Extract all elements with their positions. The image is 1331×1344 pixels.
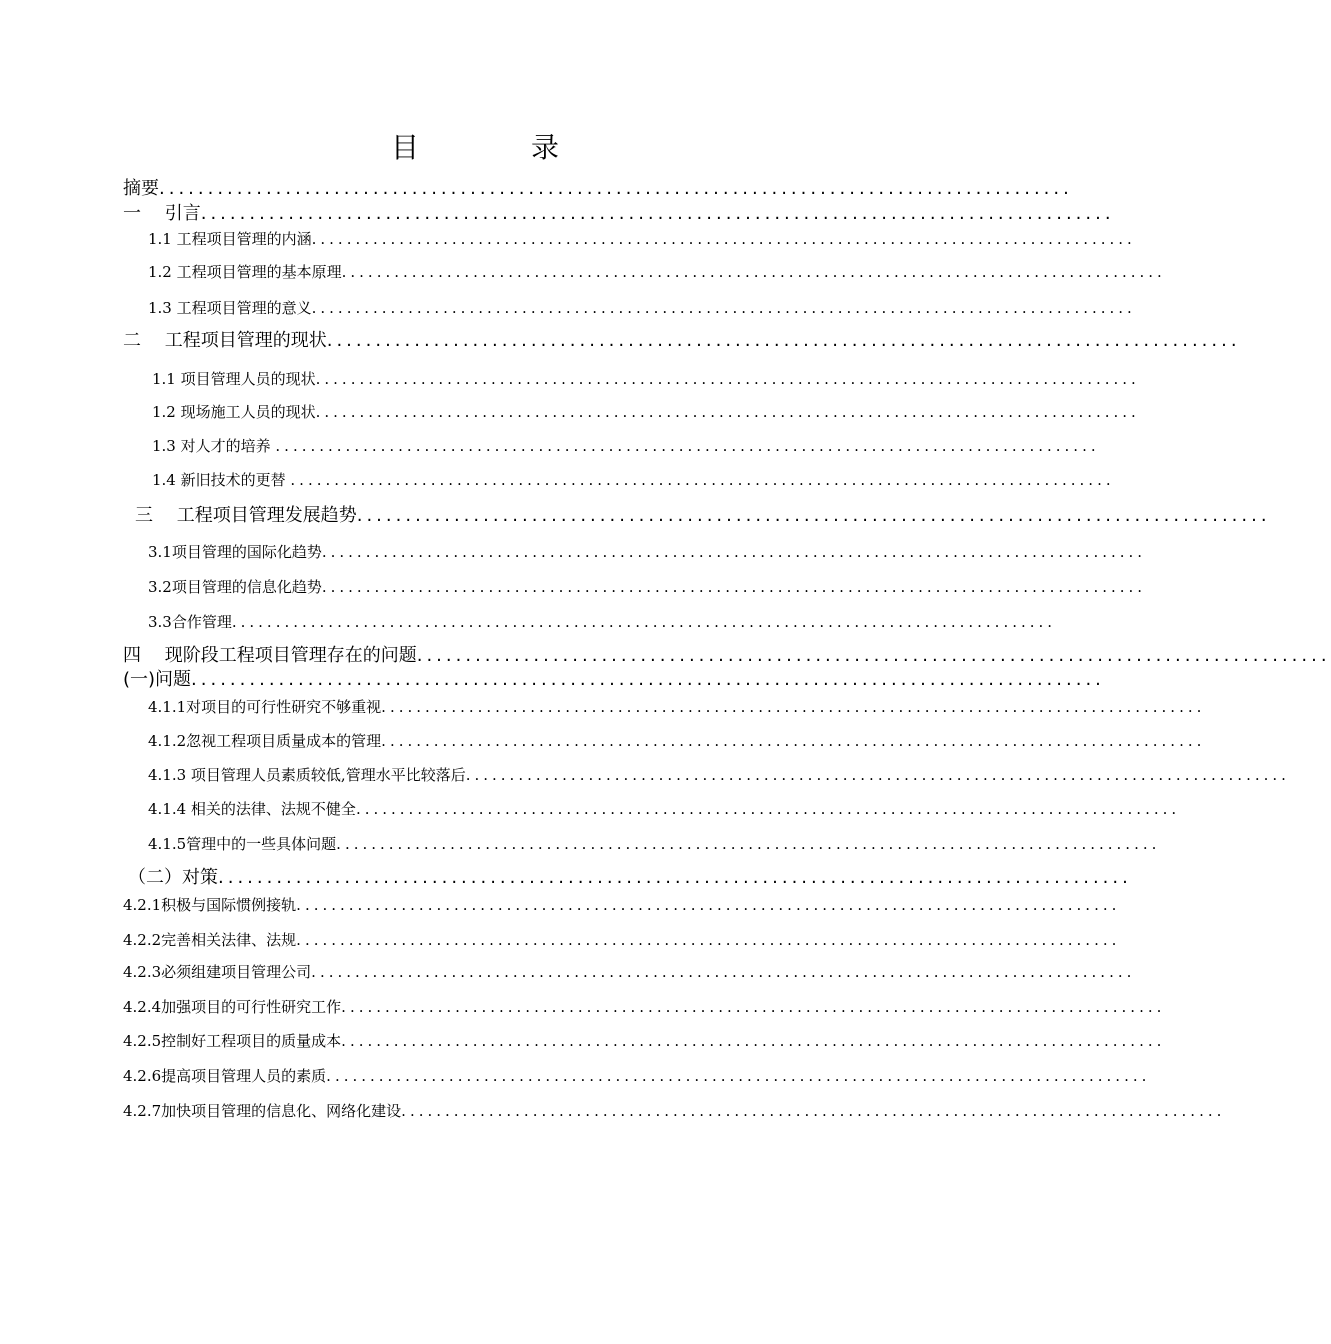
toc-entry[interactable] [123,894,1121,916]
toc-dot-leader: .............................................................................................. [311,299,1136,317]
toc-dot-leader: .............................................................................................. [311,230,1136,248]
toc-entry[interactable] [123,669,1105,691]
toc-entry-text: 4.2.6提高项目管理人员的素质 [123,1067,327,1085]
toc-entry[interactable] [123,961,1136,983]
toc-entry[interactable] [148,696,1206,718]
toc-entry[interactable] [123,203,1115,225]
toc-dot-leader: .............................................................................................. [341,1032,1166,1050]
toc-dot-leader: .............................................................................................. [336,835,1161,853]
toc-entry[interactable] [152,401,1140,423]
toc-entry[interactable] [148,611,1057,633]
toc-entry-text: 4.2.2完善相关法律、法规 [123,931,297,949]
toc-entry[interactable] [123,645,1331,667]
toc-entry-text: 3.1项目管理的国际化趋势 [148,543,322,561]
toc-entry-text: （二）对策 [128,867,218,888]
toc-entry-text: 二 工程项目管理的现状 [123,330,327,351]
toc-entry-text: 4.1.3 项目管理人员素质较低,管理水平比较落后 [148,766,466,784]
toc-entry-text: 4.2.3必须组建项目管理公司 [123,963,312,981]
toc-dot-leader: .............................................................................................. [159,178,1073,199]
toc-entry[interactable] [148,798,1181,820]
toc-entry-text: 3.3合作管理 [148,613,232,631]
toc-entry-text: 4.2.7加快项目管理的信息化、网络化建设 [123,1102,402,1120]
toc-entry-text: (一)问题 [123,669,192,690]
toc-dot-leader: .............................................................................................. [275,437,1100,455]
toc-dot-leader: .............................................................................................. [321,543,1147,561]
toc-entry-text: 一 引言 [123,203,201,224]
toc-dot-leader: .............................................................................................. [416,645,1331,666]
toc-entry-text: 4.1.5管理中的一些具体问题 [148,835,337,853]
toc-dot-leader: .............................................................................................. [356,505,1271,526]
toc-entry[interactable] [123,1030,1166,1052]
toc-dot-leader: .............................................................................................. [315,370,1140,388]
toc-dot-leader: .............................................................................................. [218,867,1132,888]
toc-entry[interactable] [123,178,1073,200]
toc-entry-text: 4.1.2忽视工程项目质量成本的管理 [148,732,382,750]
toc-entry-text: 3.2项目管理的信息化趋势 [148,578,322,596]
toc-entry-text: 4.1.1对项目的可行性研究不够重视 [148,698,382,716]
toc-dot-leader: .............................................................................................. [341,263,1166,281]
title-char-2: 录 [531,131,560,164]
toc-entry-text: 1.1 项目管理人员的现状 [152,370,316,388]
toc-entry-text: 4.2.4加强项目的可行性研究工作 [123,998,342,1016]
toc-dot-leader: .............................................................................................. [381,732,1206,750]
toc-entry-text: 1.2 工程项目管理的基本原理 [148,263,342,281]
toc-entry-text: 4.1.4 相关的法律、法规不健全 [148,800,356,818]
toc-entry[interactable] [123,996,1166,1018]
toc-entry[interactable] [148,541,1147,563]
page-title [0,130,950,166]
toc-dot-leader: .............................................................................................. [200,203,1115,224]
toc-dot-leader: .............................................................................................. [401,1102,1226,1120]
toc-entry[interactable] [148,297,1136,319]
toc-dot-leader: .............................................................................................. [311,963,1136,981]
toc-entry-text: 1.1 工程项目管理的内涵 [148,230,312,248]
toc-entry[interactable] [135,505,1271,527]
toc-entry-text: 4.2.1积极与国际惯例接轨 [123,896,297,914]
toc-entry[interactable] [123,1100,1226,1122]
toc-entry-text: 1.3 对人才的培养 [152,437,276,455]
toc-entry[interactable] [152,435,1100,457]
toc-entry[interactable] [148,228,1136,250]
toc-entry-text: 1.4 新旧技术的更替 [152,471,291,489]
toc-dot-leader: .............................................................................................. [191,669,1105,690]
toc-dot-leader: .............................................................................................. [381,698,1206,716]
toc-dot-leader: .............................................................................................. [321,578,1147,596]
toc-entry[interactable] [148,833,1161,855]
toc-entry[interactable] [148,576,1147,598]
title-char-1: 目 [390,131,419,164]
toc-entry-text: 1.3 工程项目管理的意义 [148,299,312,317]
toc-entry-text: 4.2.5控制好工程项目的质量成本 [123,1032,342,1050]
toc-entry[interactable] [148,261,1166,283]
toc-dot-leader: .............................................................................................. [326,1067,1151,1085]
toc-entry[interactable] [123,1065,1151,1087]
toc-entry[interactable] [148,730,1206,752]
toc-dot-leader: .............................................................................................. [326,330,1241,351]
toc-entry[interactable] [123,330,1241,352]
toc-entry[interactable] [148,764,1290,786]
toc-dot-leader: .............................................................................................. [296,931,1121,949]
toc-dot-leader: .............................................................................................. [465,766,1290,784]
toc-dot-leader: .............................................................................................. [315,403,1140,421]
toc-entry[interactable] [152,368,1140,390]
toc-dot-leader: .............................................................................................. [231,613,1057,631]
toc-entry-text: 1.2 现场施工人员的现状 [152,403,316,421]
toc-entry[interactable] [128,867,1132,889]
toc-entry-text: 摘要 [123,178,159,199]
toc-entry-text: 三 工程项目管理发展趋势 [135,505,357,526]
toc-dot-leader: .............................................................................................. [341,998,1166,1016]
toc-entry[interactable] [152,469,1115,491]
toc-dot-leader: .............................................................................................. [296,896,1121,914]
toc-entry[interactable] [123,929,1121,951]
toc-entry-text: 四 现阶段工程项目管理存在的问题 [123,645,417,666]
toc-dot-leader: .............................................................................................. [355,800,1181,818]
toc-dot-leader: .............................................................................................. [290,471,1115,489]
